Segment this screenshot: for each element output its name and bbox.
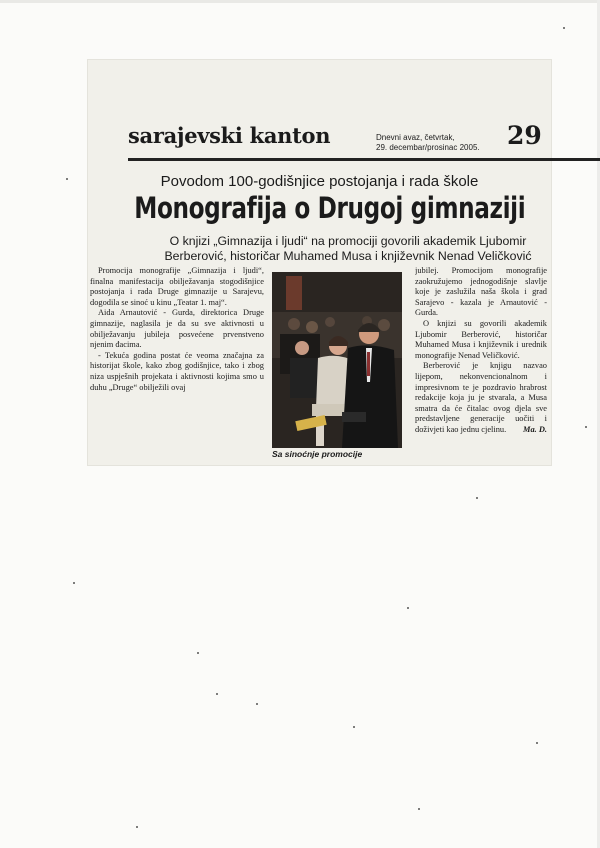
article-kicker: Povodom 100-godišnjice postojanja i rada škole xyxy=(160,173,479,190)
dust-speck xyxy=(256,703,258,705)
page-number: 29 xyxy=(507,121,542,150)
paragraph: Promocija monografije „Gimnazija i ljudi“, finalna manifestacija obilježavanja stogodišnjice postojanja i rada Druge gimnazije u Sarajevu, dogodila se sinoć u kinu „Teatar 1. maj“. xyxy=(90,266,264,307)
article-deck xyxy=(148,234,548,264)
dust-speck xyxy=(136,826,138,828)
dust-speck xyxy=(407,607,409,609)
photo-caption: Sa sinoćnje promocije xyxy=(272,449,363,459)
photo-illustration xyxy=(272,272,402,448)
deck-line: O knjizi „Gimnazija i ljudi“ na promociji govorili akademik Ljubomir xyxy=(169,234,527,248)
dust-speck xyxy=(197,652,199,654)
dateline-day: Dnevni avaz, četvrtak, xyxy=(376,133,455,142)
dateline-date: 29. decembar/prosinac 2005. xyxy=(376,143,480,152)
deck-line: Berberović, historičar Muhamed Musa i književnik Nenad Veličković xyxy=(164,249,532,263)
dust-speck xyxy=(73,582,75,584)
dust-speck xyxy=(563,27,565,29)
newspaper-clipping xyxy=(88,60,551,465)
paragraph: jubilej. Promocijom monografije zaokružujemo jednogodišnje slavlje koje je zaslužila naša škola i grad Sarajevo - kazala je Arnautović - Gurda. xyxy=(415,266,547,318)
paragraph: Aida Arnautović - Gurda, direktorica Druge gimnazije, naglasila je da su sve aktivnosti u obilježavanju jubileja posvećene prvenstveno njenim đacima. xyxy=(90,308,264,350)
article-headline: Monografija o Drugoj gimnaziji xyxy=(134,191,526,225)
paragraph xyxy=(415,361,547,435)
dust-speck xyxy=(216,693,218,695)
dust-speck xyxy=(585,426,587,428)
author-signature: Ma. D. xyxy=(523,424,547,434)
paragraph-text: Berberović je knjigu nazvao lijepom, nekonvencionalnom i impresivnom te je pozdravio hrabrost redakcije koja ju je stvarala, a Musa smatra da će čitalac ovog djela sve predstavljene generacije uočiti i doživjeti kao jednu cjelinu. xyxy=(415,361,547,434)
header-rule xyxy=(128,158,600,161)
paragraph: - Tekuća godina postat će veoma značajna za historijat škole, kako zbog godišnjice, tako i zbog niza uspješnih projekata i aktivnosti kojima smo u duhu „Druge“ obilježili ovaj xyxy=(90,350,264,392)
dust-speck xyxy=(476,497,478,499)
section-title: sarajevski kanton xyxy=(128,123,331,148)
paragraph: O knjizi su govorili akademik Ljubomir Berberović, historičar Muhamed Musa i književnik i urednik monografije Nenad Veličković. xyxy=(415,318,547,360)
dust-speck xyxy=(418,808,420,810)
dust-speck xyxy=(66,178,68,180)
event-photo xyxy=(272,272,402,448)
page-top-edge xyxy=(0,0,600,3)
article-column-right xyxy=(415,266,547,462)
dust-speck xyxy=(353,726,355,728)
dust-speck xyxy=(536,742,538,744)
article-column-left xyxy=(90,266,264,462)
dateline xyxy=(376,133,480,153)
